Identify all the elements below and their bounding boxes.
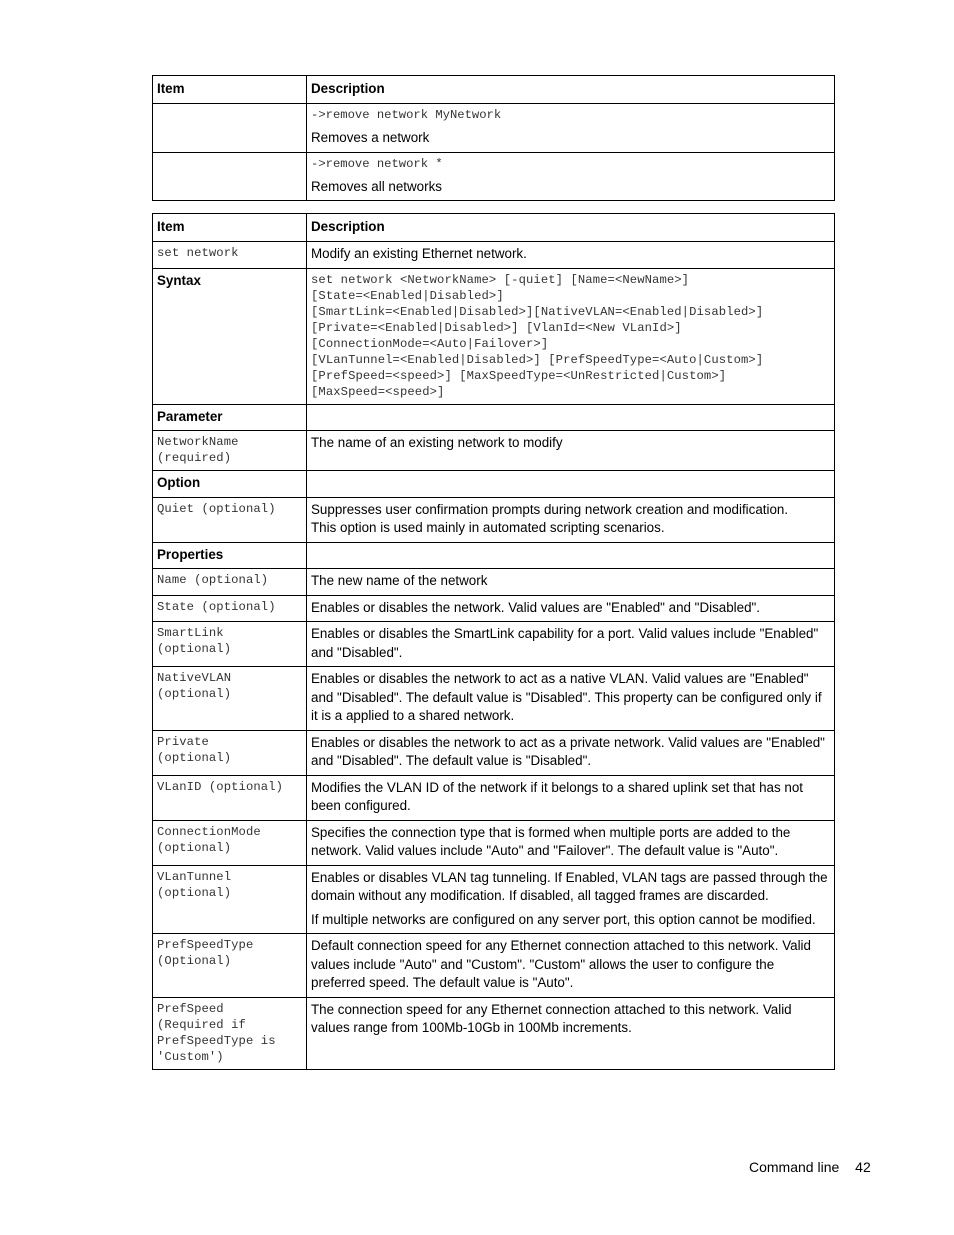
property-row	[153, 595, 835, 622]
property-row	[153, 865, 835, 934]
property-row	[153, 730, 835, 775]
command-description: Removes all networks	[311, 178, 442, 194]
property-name-line: VLanTunnel	[157, 869, 232, 884]
property-name	[153, 622, 307, 667]
syntax-line: set network <NetworkName> [-quiet] [Name=<NewName>]	[311, 272, 690, 287]
property-row	[153, 934, 835, 998]
section-row	[153, 404, 835, 431]
parameter-name-line: NetworkName	[157, 435, 239, 449]
property-description: The new name of the network	[307, 569, 835, 596]
property-name-line: (Optional)	[157, 954, 232, 968]
syntax-line: [PrefSpeed=<speed>] [MaxSpeedType=<UnRestricted|Custom>]	[311, 368, 727, 383]
parameter-name	[153, 431, 307, 471]
syntax-line: [VLanTunnel=<Enabled|Disabled>] [PrefSpeedType=<Auto|Custom>]	[311, 352, 764, 367]
property-description: Default connection speed for any Ethernet connection attached to this network. Valid values include "Auto" and "Custom". "Custom" allows the user to configure the preferred speed. The default value is "Auto".	[307, 934, 835, 998]
syntax-line: [Private=<Enabled|Disabled>] [VlanId=<New VLanId>]	[311, 320, 682, 335]
property-description: Enables or disables the network to act as a private network. Valid values are "Enabled" and "Disabled". The default value is "Disabled".	[307, 730, 835, 775]
page-footer	[749, 1159, 871, 1175]
property-name	[153, 730, 307, 775]
property-name: VLanID (optional)	[153, 775, 307, 820]
property-name-line: PrefSpeedType is	[157, 1033, 276, 1048]
property-name-line: (optional)	[157, 642, 232, 656]
command-description: Modify an existing Ethernet network.	[307, 242, 835, 269]
parameter-description: The name of an existing network to modify	[307, 431, 835, 471]
table-row	[153, 104, 835, 153]
option-description	[307, 497, 835, 542]
syntax-line: [MaxSpeed=<speed>]	[311, 384, 445, 399]
item-cell	[153, 104, 307, 153]
command-example: ->remove network MyNetwork	[311, 108, 502, 122]
property-name-line: 'Custom')	[157, 1049, 224, 1064]
syntax-line: [State=<Enabled|Disabled>]	[311, 288, 504, 303]
property-row	[153, 997, 835, 1069]
description-cell	[307, 104, 835, 153]
property-description: Enables or disables the network. Valid values are "Enabled" and "Disabled".	[307, 595, 835, 622]
option-name: Quiet (optional)	[153, 497, 307, 542]
property-name: Name (optional)	[153, 569, 307, 596]
property-name	[153, 865, 307, 934]
property-name-line: NativeVLAN	[157, 671, 232, 685]
section-row	[153, 542, 835, 569]
property-description: Enables or disables the network to act as a native VLAN. Valid values are "Enabled" and "Disabled". The default value is "Disabled". This property can be configured only if it is a applied to a shared network.	[307, 667, 835, 731]
syntax-line: [ConnectionMode=<Auto|Failover>]	[311, 336, 549, 351]
footer-section-title: Command line	[749, 1159, 840, 1175]
option-row	[153, 497, 835, 542]
property-name-line: (optional)	[157, 840, 232, 855]
syntax-line: [SmartLink=<Enabled|Disabled>][NativeVLAN=<Enabled|Disabled>]	[311, 304, 764, 319]
parameter-row	[153, 431, 835, 471]
properties-label: Properties	[153, 542, 307, 569]
property-name-line: (optional)	[157, 750, 232, 765]
section-row	[153, 471, 835, 498]
empty-cell	[307, 542, 835, 569]
property-name	[153, 934, 307, 998]
page-number: 42	[855, 1159, 871, 1175]
empty-cell	[307, 404, 835, 431]
command-example: ->remove network *	[311, 156, 443, 171]
property-description: Specifies the connection type that is formed when multiple ports are added to the network. Valid values include "Auto" and "Failover". The default value is "Auto".	[307, 820, 835, 865]
table-header-row	[153, 214, 835, 242]
property-name-line: PrefSpeedType	[157, 938, 254, 952]
table-header-row	[153, 76, 835, 104]
option-description-line: Suppresses user confirmation prompts during network creation and modification.	[311, 501, 789, 517]
property-name-line: (optional)	[157, 885, 232, 900]
property-row	[153, 775, 835, 820]
property-name-line: ConnectionMode	[157, 824, 261, 839]
header-description: Description	[307, 214, 835, 242]
item-cell	[153, 152, 307, 201]
command-row	[153, 242, 835, 269]
command-name: set network	[153, 242, 307, 269]
remove-network-table	[152, 75, 835, 201]
syntax-row	[153, 268, 835, 404]
property-description	[307, 865, 835, 934]
property-name-line: SmartLink	[157, 626, 224, 640]
property-name-line: (optional)	[157, 687, 232, 701]
property-row	[153, 820, 835, 865]
property-name-line: (Required if	[157, 1017, 246, 1032]
syntax-text	[307, 268, 835, 404]
property-name-line: PrefSpeed	[157, 1001, 224, 1016]
description-cell	[307, 152, 835, 201]
property-description-para: If multiple networks are configured on any server port, this option cannot be modified.	[311, 911, 816, 927]
table-row	[153, 152, 835, 201]
property-description: Modifies the VLAN ID of the network if it belongs to a shared uplink set that has not been configured.	[307, 775, 835, 820]
set-network-table	[152, 213, 835, 1070]
header-item: Item	[153, 214, 307, 242]
option-description-line: This option is used mainly in automated scripting scenarios.	[311, 520, 665, 535]
header-description: Description	[307, 76, 835, 104]
property-name-line: Private	[157, 734, 209, 749]
parameter-label: Parameter	[153, 404, 307, 431]
property-name	[153, 997, 307, 1069]
property-row	[153, 622, 835, 667]
command-description: Removes a network	[311, 130, 430, 145]
header-item: Item	[153, 76, 307, 104]
property-description-para: Enables or disables VLAN tag tunneling. If Enabled, VLAN tags are passed through the domain without any modification. If disabled, all tagged frames are discarded.	[311, 869, 828, 903]
empty-cell	[307, 471, 835, 498]
syntax-label: Syntax	[153, 268, 307, 404]
option-label: Option	[153, 471, 307, 498]
property-row	[153, 569, 835, 596]
property-name	[153, 667, 307, 731]
property-row	[153, 667, 835, 731]
property-name: State (optional)	[153, 595, 307, 622]
property-description: The connection speed for any Ethernet connection attached to this network. Valid values range from 100Mb-10Gb in 100Mb increments.	[307, 997, 835, 1069]
property-description: Enables or disables the SmartLink capability for a port. Valid values include "Enabled" and "Disabled".	[307, 622, 835, 667]
property-name	[153, 820, 307, 865]
parameter-name-line: (required)	[157, 451, 232, 465]
